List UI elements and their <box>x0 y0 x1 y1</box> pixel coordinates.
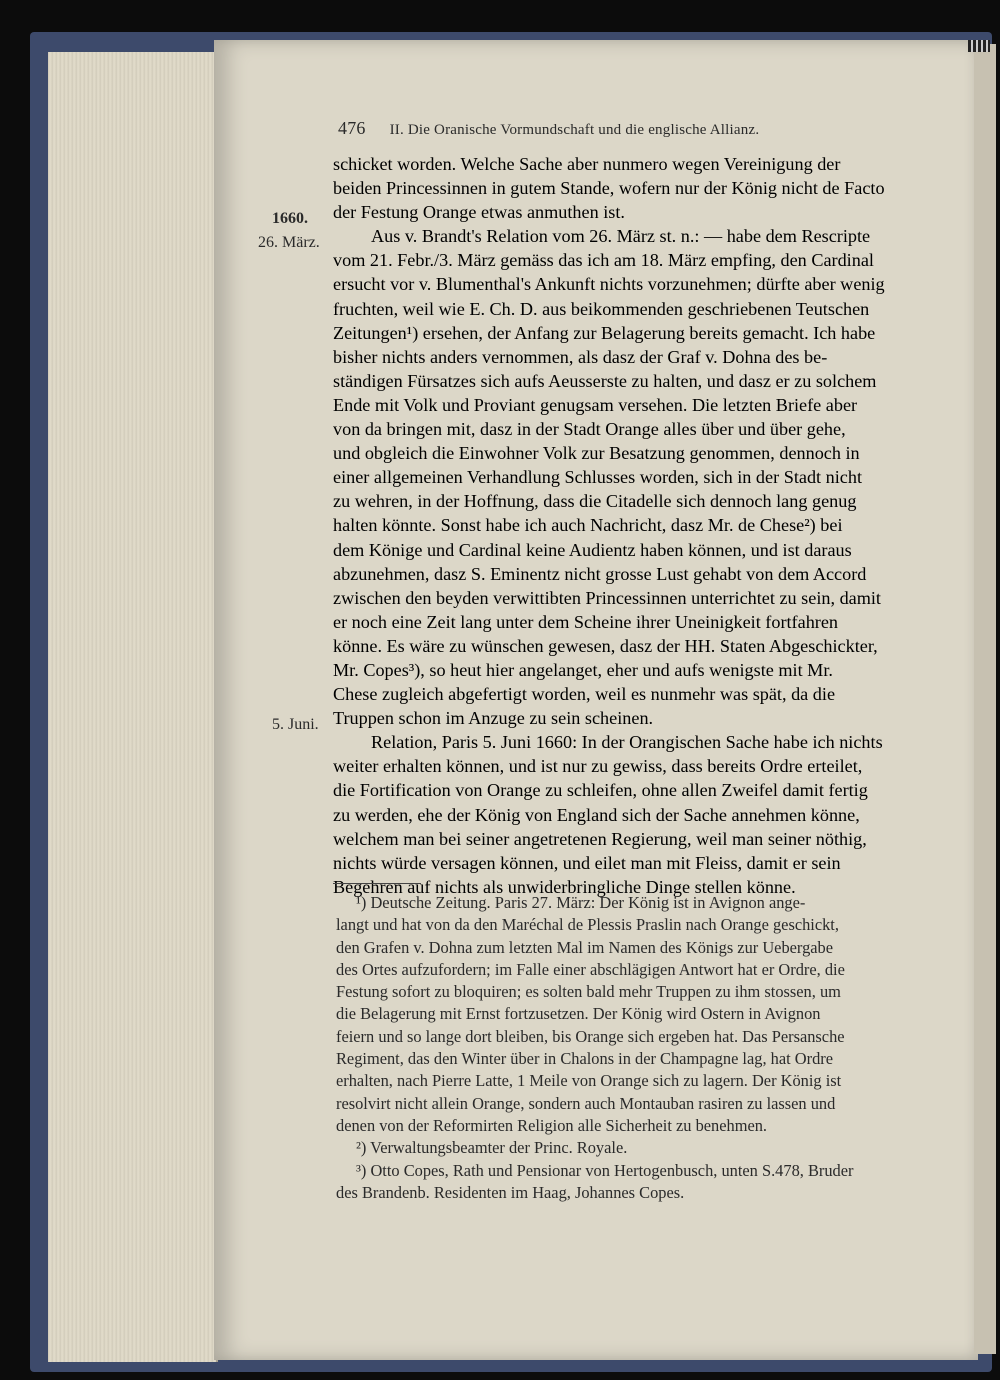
body-line: Truppen schon im Anzuge zu sein scheinen. <box>333 708 654 729</box>
body-line: nichts würde versagen können, und eilet man mit Fleiss, damit er sein <box>333 852 841 873</box>
margin-date-march: 26. März. <box>258 234 320 251</box>
margin-date-june: 5. Juni. <box>272 716 319 733</box>
body-line: vom 21. Febr./3. März gemäss das ich am 18. März empfing, den Cardinal <box>333 250 874 271</box>
scan-marker <box>968 40 990 52</box>
footnote-rule <box>333 883 421 884</box>
body-line: zu werden, ehe der König von England sich der Sache annehmen könne, <box>333 804 860 825</box>
footnote-line: des Brandenb. Residenten im Haag, Johannes Copes. <box>336 1182 685 1202</box>
body-line: die Fortification von Orange zu schleifen, ohne allen Zweifel damit fertig <box>333 780 868 801</box>
body-line: er noch eine Zeit lang unter dem Scheine ihrer Uneinigkeit fortfahren <box>333 611 839 632</box>
footnote-line: erhalten, nach Pierre Latte, 1 Meile von Orange sich zu lagern. Der König ist <box>336 1071 842 1091</box>
footnote-line: Festung sofort zu bloquiren; es solten bald mehr Truppen zu ihm stossen, um <box>336 982 841 1002</box>
page-right-edge <box>974 44 996 1354</box>
body-line: zu wehren, in der Hoffnung, dass die Citadelle sich dennoch lang genug <box>333 491 857 512</box>
page-edges <box>48 52 218 1362</box>
body-line: dem Könige und Cardinal keine Audientz haben können, und ist daraus <box>333 539 852 560</box>
body-line: zwischen den beyden verwittibten Princessinnen unterrichtet zu sein, damit <box>333 587 881 608</box>
body-line: könne. Es wäre zu wünschen gewesen, dasz der HH. Staten Abgeschickter, <box>333 635 878 656</box>
body-line: Mr. Copes³), so heut hier angelanget, eher und aufs wenigste mit Mr. <box>333 659 833 680</box>
body-line: welchem man bei seiner angetretenen Regierung, weil man seiner nöthig, <box>333 828 867 849</box>
footnote-line: Regiment, das den Winter über in Chalons in der Champagne lag, hat Ordre <box>336 1049 834 1069</box>
body-line: ersucht vor v. Blumenthal's Ankunft nichts vorzunehmen; dürfte aber wenig <box>333 274 885 295</box>
body-line: bisher nichts anders vernommen, als dasz der Graf v. Dohna des be- <box>333 346 828 367</box>
running-header <box>338 118 759 139</box>
footnote-line: feiern und so lange dort bleiben, bis Orange sich ergeben hat. Das Persansche <box>336 1026 845 1046</box>
body-line: abzunehmen, dasz S. Eminentz nicht grosse Lust gehabt von dem Accord <box>333 563 867 584</box>
footnotes <box>336 892 956 1204</box>
body-text <box>333 152 953 899</box>
page-number: 476 <box>338 118 366 138</box>
footnote-line: des Ortes aufzufordern; im Falle einer abschlägigen Antwort hat er Ordre, die <box>336 959 845 979</box>
body-line: Zeitungen¹) ersehen, der Anfang zur Belagerung bereits gemacht. Ich habe <box>333 322 876 343</box>
margin-year: 1660. <box>272 210 308 227</box>
footnote-line: ³) Otto Copes, Rath und Pensionar von Hertogenbusch, unten S.478, Bruder <box>356 1160 854 1180</box>
body-line: Begehren auf nichts als unwiderbringliche Dinge stellen könne. <box>333 876 796 897</box>
body-line: Relation, Paris 5. Juni 1660: In der Orangischen Sache habe ich nichts <box>371 732 883 753</box>
body-line: fruchten, weil wie E. Ch. D. aus beikommenden geschriebenen Teutschen <box>333 298 870 319</box>
footnote-line: die Belagerung mit Ernst fortzusetzen. Der König wird Ostern in Avignon <box>336 1004 821 1024</box>
body-line: einer allgemeinen Verhandlung Schlusses worden, sich in der Stadt nicht <box>333 467 862 488</box>
footnote-line: denen von der Reformirten Religion alle Sicherheit zu benehmen. <box>336 1115 768 1135</box>
body-line: der Festung Orange etwas anmuthen ist. <box>333 202 625 223</box>
body-line: halten könnte. Sonst habe ich auch Nachricht, dasz Mr. de Chese²) bei <box>333 515 843 536</box>
running-title: II. Die Oranische Vormundschaft und die englische Allianz. <box>389 122 760 138</box>
footnote-line: ²) Verwaltungsbeamter der Princ. Royale. <box>356 1138 628 1158</box>
body-line: von da bringen mit, dasz in der Stadt Orange alles über und über gehe, <box>333 419 846 440</box>
body-line: und obgleich die Einwohner Volk zur Besatzung genommen, dennoch in <box>333 443 860 464</box>
body-line: ständigen Fürsatzes sich aufs Aeusserste zu halten, und dasz er zu solchem <box>333 370 877 391</box>
body-line: Aus v. Brandt's Relation vom 26. März st. n.: — habe dem Rescripte <box>371 226 871 247</box>
body-line: Ende mit Volk und Proviant genugsam versehen. Die letzten Briefe aber <box>333 394 858 415</box>
body-line: weiter erhalten können, und ist nur zu gewiss, dass bereits Ordre erteilet, <box>333 756 863 777</box>
body-line: beiden Princessinnen in gutem Stande, wofern nur der König nicht de Facto <box>333 178 885 199</box>
body-line: schicket worden. Welche Sache aber nunmero wegen Vereinigung der <box>333 154 841 174</box>
footnote-line: den Grafen v. Dohna zum letzten Mal im Namen des Königs zur Uebergabe <box>336 937 834 957</box>
footnote-line: resolvirt nicht allein Orange, sondern auch Montauban rasiren zu lassen und <box>336 1093 836 1113</box>
footnote-line: ¹) Deutsche Zeitung. Paris 27. März: Der König ist in Avignon ange- <box>356 893 806 912</box>
footnote-line: langt und hat von da den Maréchal de Plessis Praslin nach Orange geschickt, <box>336 915 839 935</box>
body-line: Chese zugleich abgefertigt worden, weil es nunmehr was spät, da die <box>333 684 836 705</box>
